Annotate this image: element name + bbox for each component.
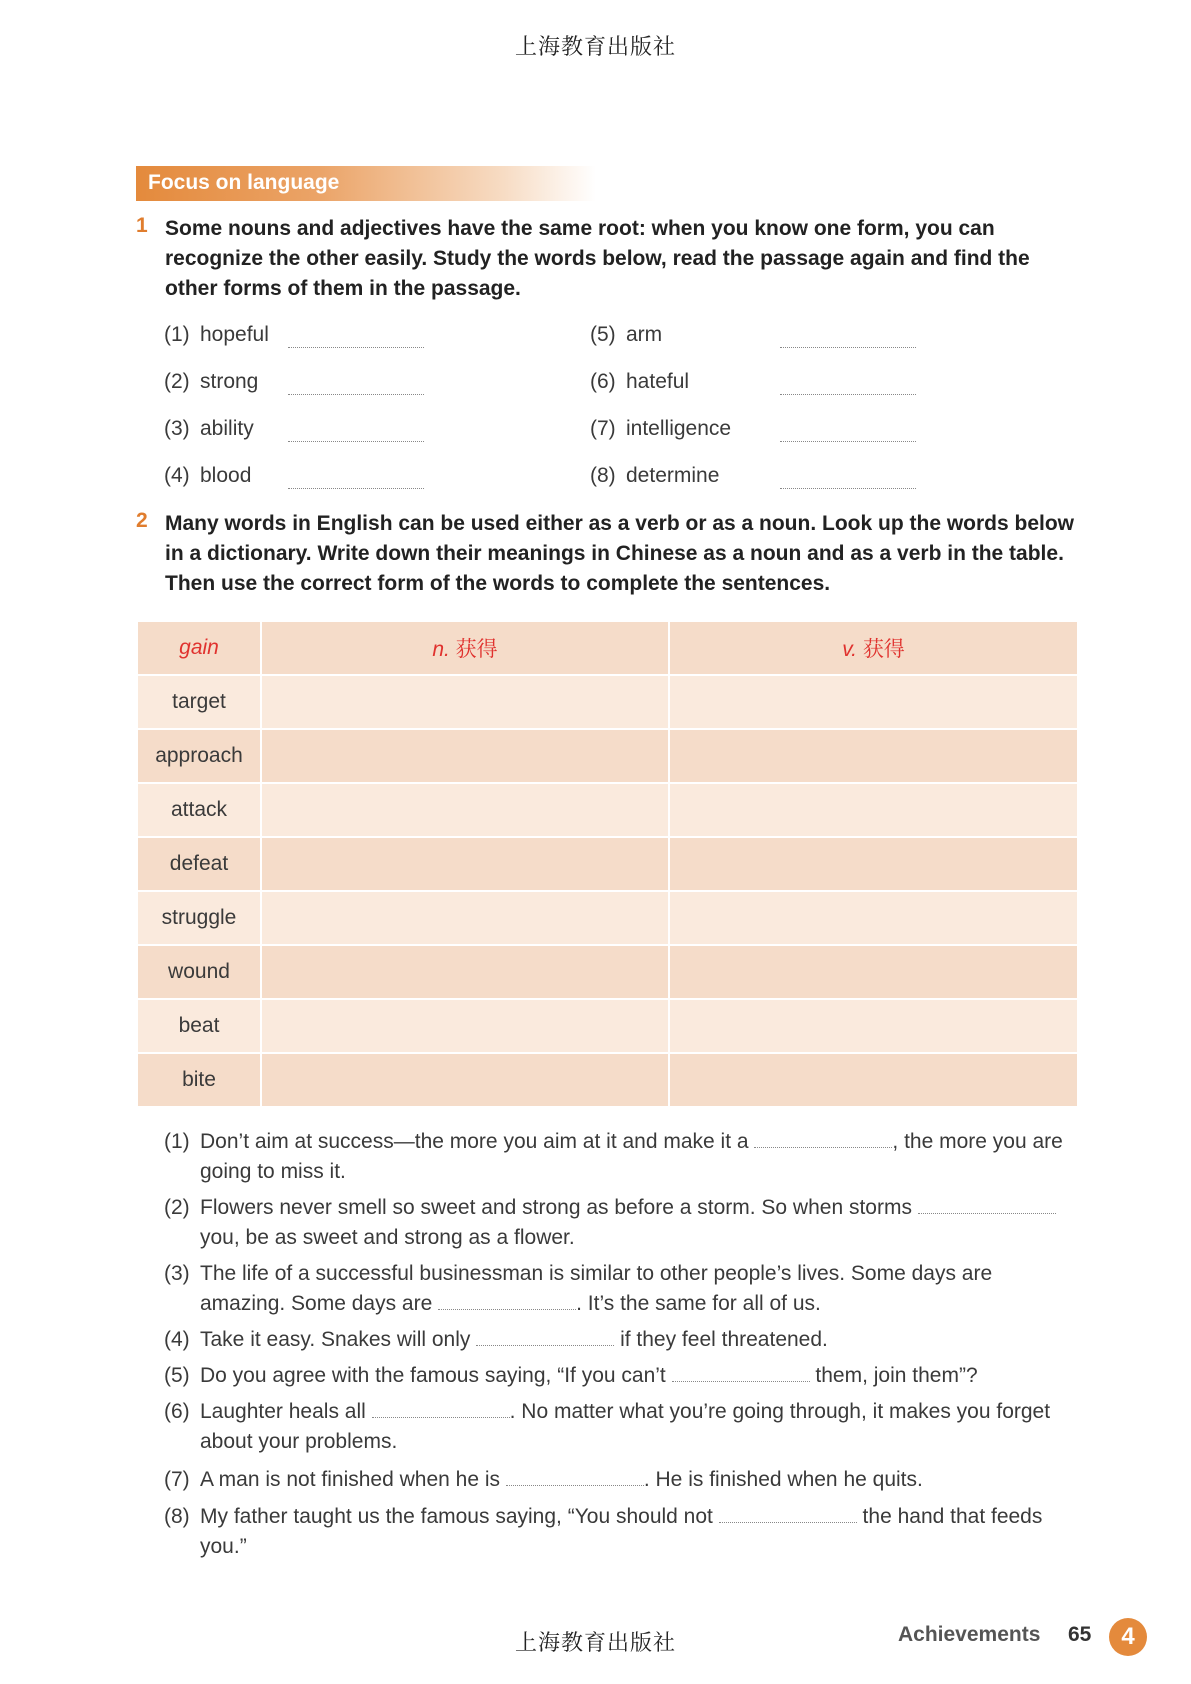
word-number: (3) (164, 417, 190, 440)
sentence-number: (4) (164, 1328, 190, 1351)
table-cell-verb[interactable] (669, 1053, 1078, 1107)
table-cell-word: defeat (137, 837, 261, 891)
table-cell-noun[interactable] (261, 783, 669, 837)
table-row (137, 999, 1078, 1053)
word-label: strong (200, 370, 259, 393)
word-number: (6) (590, 370, 616, 393)
word-label: hopeful (200, 323, 269, 346)
task-instruction: Some nouns and adjectives have the same root: when you know one form, you can recognize the other easily. Study the words below, read the passage again and find the other forms of them in the passage. (165, 217, 1030, 300)
table-cell-noun[interactable] (261, 945, 669, 999)
table-cell-word: target (137, 675, 261, 729)
answer-blank[interactable] (780, 347, 916, 348)
table-cell-verb[interactable] (669, 675, 1078, 729)
answer-blank[interactable] (780, 488, 916, 489)
table-cell-verb[interactable] (669, 999, 1078, 1053)
answer-blank[interactable] (754, 1129, 892, 1148)
table-row (137, 729, 1078, 783)
table-cell-word: gain (137, 621, 261, 675)
answer-blank[interactable] (288, 441, 424, 442)
task-number: 2 (136, 509, 148, 532)
sentence-item: (7) A man is not finished when he is . He is finished when he quits. (164, 1465, 1079, 1495)
publisher-footer: 上海教育出版社 (514, 1631, 676, 1656)
task-2 (136, 509, 1086, 599)
table-cell-noun[interactable] (261, 675, 669, 729)
word-label: blood (200, 464, 252, 487)
word-label: intelligence (626, 417, 732, 440)
sentence-item: (3) The life of a successful businessman is similar to other people’s lives. Some days are amazing. Some days are . It’s the same for all of us. (164, 1259, 1079, 1319)
section-banner (136, 166, 596, 201)
sentence-number: (1) (164, 1130, 190, 1153)
answer-blank[interactable] (506, 1467, 644, 1486)
answer-blank[interactable] (288, 488, 424, 489)
sentence-item: (1) Don’t aim at success—the more you aim at it and make it a , the more you are going to miss it. (164, 1127, 1079, 1187)
section-title: Focus on language (148, 171, 340, 194)
word-number: (7) (590, 417, 616, 440)
publisher-header: 上海教育出版社 (514, 35, 676, 60)
sentence-number: (5) (164, 1364, 190, 1387)
table-row (137, 1053, 1078, 1107)
table-cell-word: approach (137, 729, 261, 783)
sentence-item: (2) Flowers never smell so sweet and strong as before a storm. So when storms you, be as sweet and strong as a flower. (164, 1193, 1079, 1253)
table-cell-noun[interactable] (261, 837, 669, 891)
table-cell-verb[interactable] (669, 783, 1078, 837)
answer-blank[interactable] (918, 1195, 1056, 1214)
table-cell-word: beat (137, 999, 261, 1053)
answer-blank[interactable] (780, 394, 916, 395)
sentence-item: (8) My father taught us the famous saying, “You should not the hand that feeds you.” (164, 1502, 1079, 1562)
table-cell-word: attack (137, 783, 261, 837)
answer-blank[interactable] (438, 1291, 576, 1310)
answer-blank[interactable] (372, 1399, 510, 1418)
table-row (137, 837, 1078, 891)
table-row (137, 783, 1078, 837)
unit-title: Achievements (898, 1623, 1041, 1646)
word-number: (8) (590, 464, 616, 487)
task-number: 1 (136, 214, 148, 237)
word-number: (1) (164, 323, 190, 346)
answer-blank[interactable] (288, 394, 424, 395)
table-cell-word: wound (137, 945, 261, 999)
page-number: 65 (1068, 1623, 1092, 1646)
sentence-number: (7) (164, 1468, 190, 1491)
sentence-number: (3) (164, 1262, 190, 1285)
word-label: determine (626, 464, 720, 487)
word-label: ability (200, 417, 254, 440)
table-cell-verb[interactable] (669, 837, 1078, 891)
table-row (137, 945, 1078, 999)
unit-number-badge: 4 (1109, 1618, 1147, 1656)
sentence-number: (8) (164, 1505, 190, 1528)
word-label: hateful (626, 370, 690, 393)
table-cell-noun[interactable] (261, 729, 669, 783)
sentence-number: (6) (164, 1400, 190, 1423)
answer-blank[interactable] (719, 1504, 857, 1523)
table-row (137, 891, 1078, 945)
word-meaning-table (136, 620, 1079, 1108)
sentence-number: (2) (164, 1196, 190, 1219)
word-number: (2) (164, 370, 190, 393)
table-cell-noun: n. 获得 (261, 621, 669, 675)
table-cell-noun[interactable] (261, 999, 669, 1053)
answer-blank[interactable] (780, 441, 916, 442)
table-cell-verb[interactable] (669, 891, 1078, 945)
sentence-item: (5) Do you agree with the famous saying, “If you can’t them, join them”? (164, 1361, 1079, 1391)
answer-blank[interactable] (672, 1363, 810, 1382)
table-cell-noun[interactable] (261, 891, 669, 945)
answer-blank[interactable] (476, 1327, 614, 1346)
sentence-item: (4) Take it easy. Snakes will only if they feel threatened. (164, 1325, 1079, 1355)
task-instruction: Many words in English can be used either as a verb or as a noun. Look up the words below in a dictionary. Write down their meanings in Chinese as a noun and as a verb in the table. Then use the correct form of the words to complete the sentences. (165, 512, 1075, 595)
table-cell-verb: v. 获得 (669, 621, 1078, 675)
word-label: arm (626, 323, 663, 346)
task-1 (136, 214, 1086, 304)
answer-blank[interactable] (288, 347, 424, 348)
table-row (137, 675, 1078, 729)
table-cell-verb[interactable] (669, 729, 1078, 783)
table-cell-word: bite (137, 1053, 261, 1107)
sentence-item: (6) Laughter heals all . No matter what you’re going through, it makes you forget about your problems. (164, 1397, 1079, 1457)
table-cell-word: struggle (137, 891, 261, 945)
table-row-example (137, 621, 1078, 675)
word-number: (4) (164, 464, 190, 487)
word-number: (5) (590, 323, 616, 346)
table-cell-verb[interactable] (669, 945, 1078, 999)
table-cell-noun[interactable] (261, 1053, 669, 1107)
